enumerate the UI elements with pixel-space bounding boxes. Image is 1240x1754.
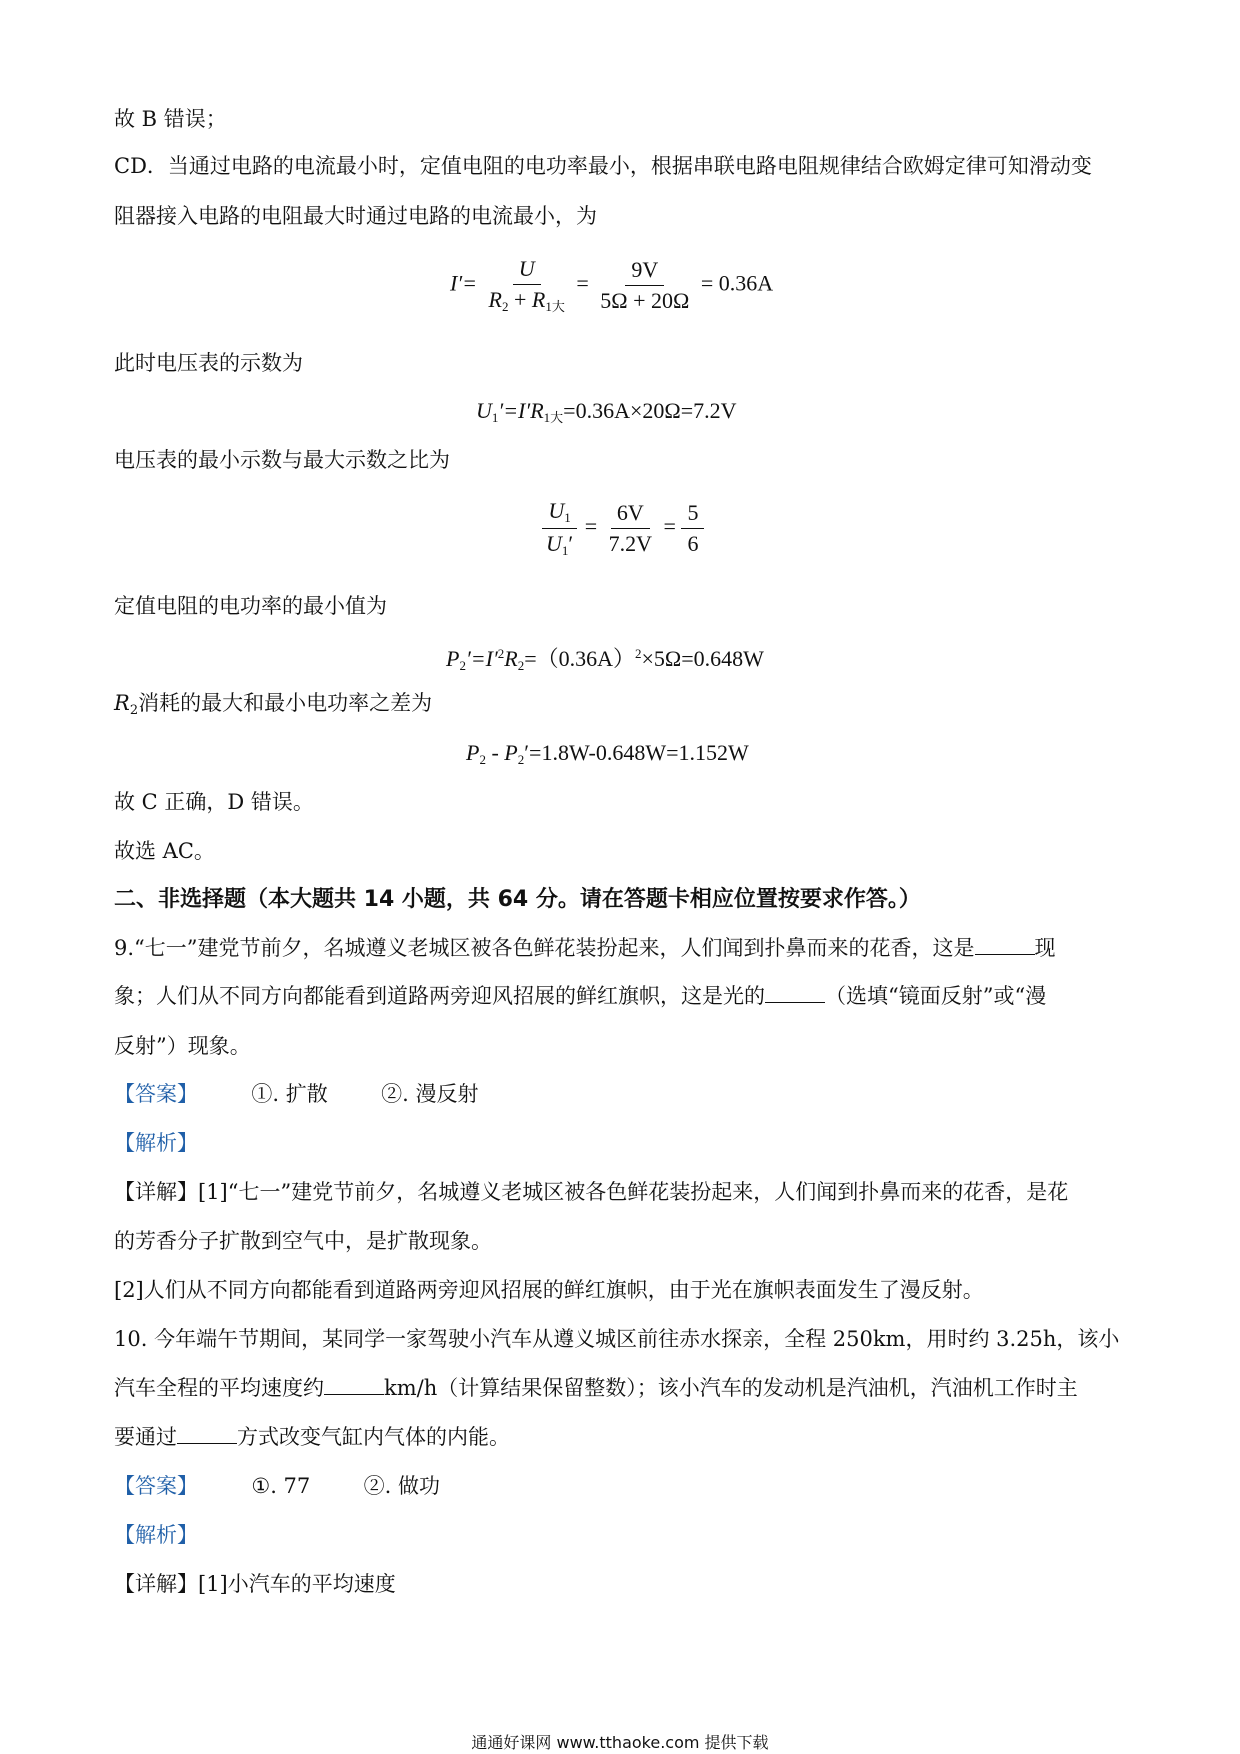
equals: = [576,270,589,296]
text-line: 此时电压表的示数为 [114,351,303,375]
denominator: 5Ω + 20Ω [600,288,690,313]
answer-tag: 【答案】 [114,1082,198,1106]
answer-blank [975,936,1035,955]
question-9-line-1: 9.“七一”建党节前夕，名城遵义老城区被各色鲜花装扮起来，人们闻到扑鼻而来的花香，这是 现 [114,936,1056,960]
equation-ratio: $\frac{U_1}{U_1'}$ = $\frac{6V}{7.2V}$ = $\frac{5}{6}$ [540,498,704,559]
text-line: 故 C 正确，D 错误。 [114,790,314,814]
denominator: $R_2 + R_{1大}$ [488,287,565,314]
fraction: $\frac{5}{6}$ [681,500,704,557]
detail-tag: 【详解】 [114,1180,198,1204]
analysis-tag: 【解析】 [114,1523,198,1547]
analysis-line [114,1130,1134,1157]
fraction: $\frac{U_1}{U_1'}$ [540,498,579,559]
detail-line: 【详解】[1]小汽车的平均速度 [114,1572,396,1596]
numerator: 9V [625,257,664,286]
answer-blank [177,1425,237,1444]
fraction [482,256,570,315]
eq-result: = 0.36A [700,270,774,296]
equation-voltage: $U_1'=I'R_{1大}=0.36A\times 20\Omega=7.2V$ [476,398,737,425]
answer-tag: 【答案】 [114,1474,198,1498]
equation-power-difference: $P_2 - P_2'=1.8W-0.648W=1.152W$ [466,740,749,767]
analysis-line [114,1522,1134,1549]
text-line: 定值电阻的电功率的最小值为 [114,594,387,618]
text-line: 阻器接入电路的电阻最大时通过电路的电流最小，为 [114,204,597,228]
answer-blank [324,1376,384,1395]
eq-lhs: I′= [450,270,477,296]
text-line: $R_2$消耗的最大和最小电功率之差为 [114,691,433,718]
text-line: 故选 AC。 [114,839,215,863]
question-9-line-2: 象；人们从不同方向都能看到道路两旁迎风招展的鲜红旗帜，这是光的 （选填“镜面反射”或“漫 [114,984,1047,1008]
question-10-line-3: 要通过 方式改变气缸内气体的内能。 [114,1425,510,1449]
numerator: U [513,256,541,285]
equation-min-power: $P_2'=I'^2R_2=(0.36A)^2\times 5\Omega=0.648W$ [446,646,764,673]
text-line: CD．当通过电路的电流最小时，定值电阻的电功率最小，根据串联电路电阻规律结合欧姆定律可知滑动变 [114,154,1092,178]
answer-line: 【答案】 ①. 扩散 ②. 漫反射 [114,1082,479,1106]
text-line: 故 B 错误； [114,107,227,131]
analysis-tag: 【解析】 [114,1131,198,1155]
text-line: 电压表的最小示数与最大示数之比为 [114,448,450,472]
section-heading: 二、非选择题（本大题共 14 小题，共 64 分。请在答题卡相应位置按要求作答。） [114,887,921,912]
detail-tag: 【详解】 [114,1572,198,1596]
detail-line: 的芳香分子扩散到空气中，是扩散现象。 [114,1229,492,1253]
fraction: $\frac{6V}{7.2V}$ [608,500,653,556]
answer-line: 【答案】 ①. 77 ②. 做功 [114,1474,441,1498]
question-10-line-1: 10. 今年端午节期间，某同学一家驾驶小汽车从遵义城区前往赤水探亲，全程 250km，用时约 3.25h，该小 [114,1327,1120,1351]
detail-line: 【详解】[1]“七一”建党节前夕，名城遵义老城区被各色鲜花装扮起来，人们闻到扑鼻而来的花香，是花 [114,1180,1069,1204]
page-footer: 通通好课网 www.tthaoke.com 提供下载 [471,1733,769,1752]
fraction [594,257,695,314]
equation-current [450,256,773,315]
detail-line: [2]人们从不同方向都能看到道路两旁迎风招展的鲜红旗帜，由于光在旗帜表面发生了漫反射。 [114,1278,984,1302]
question-9-line-3: 反射”）现象。 [114,1034,251,1058]
question-10-line-2: 汽车全程的平均速度约 km/h（计算结果保留整数）；该小汽车的发动机是汽油机，汽油机工作时主 [114,1376,1078,1400]
answer-blank [765,984,825,1003]
